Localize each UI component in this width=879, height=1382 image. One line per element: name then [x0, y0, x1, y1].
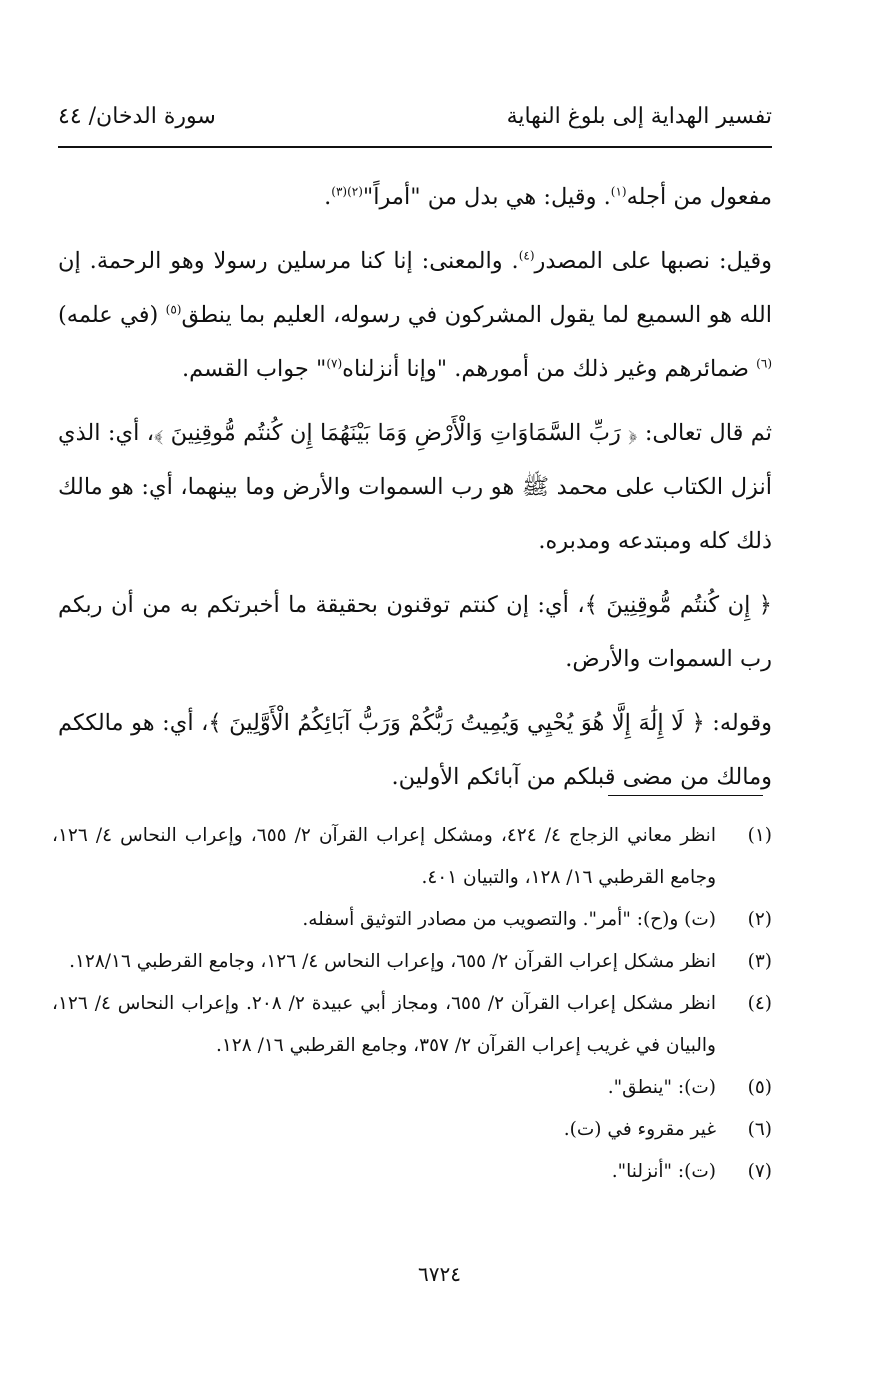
- footnote-number: (١): [747, 825, 772, 846]
- footnote: [52, 1151, 772, 1193]
- footnote-ref: (٢)(٣): [331, 184, 363, 199]
- footnote-separator: [608, 795, 763, 796]
- footnote-number: (٥): [747, 1077, 772, 1098]
- footnote-number: (٦): [747, 1119, 772, 1140]
- footnote-text: انظر معاني الزجاج ٤/ ٤٢٤، ومشكل إعراب القرآن ٢/ ٦٥٥، وإعراب النحاس ٤/ ١٢٦، وجامع القرطبي ١٦/ ١٢٨، والتبيان ٤٠١.: [52, 825, 716, 888]
- footnote-ref: (٧): [326, 356, 343, 371]
- footnote: [52, 983, 772, 1067]
- paragraph-3: ثم قال تعالى: ﴿ رَبِّ السَّمَاوَاتِ وَالْأَرْضِ وَمَا بَيْنَهُمَا إِن كُنتُم مُّوقِنِينَ ﴾، أي: الذي أنزل الكتاب على محمد ﷺ هو رب السموات والأرض وما بينهما، أي: هو مالك ذلك كله ومبتدعه ومدبره.: [58, 420, 772, 554]
- paragraph-2: وقيل: نصبها على المصدر$^{(٤)}$. والمعنى: إنا كنا مرسلين رسولا وهو الرحمة. إن الله هو السميع لما يقول المشركون في رسوله، العليم بما ينطق$^{(٥)}$ (في علمه)$^{(٦)}$ ضمائرهم وغير ذلك من أمورهم. "وإنا أنزلناه$^{(٧)}$" جواب القسم.: [58, 248, 772, 382]
- footnote-text: (ت): "أنزلنا".: [611, 1161, 716, 1182]
- footnote-number: (٢): [747, 909, 772, 930]
- footnote-ref: (٤): [518, 248, 535, 263]
- paragraph-4: ﴿ إِن كُنتُم مُّوقِنِينَ ﴾، أي: إن كنتم توقنون بحقيقة ما أخبرتكم به من أن ربكم رب السموات والأرض.: [58, 592, 772, 672]
- footnote-text: غير مقروء في (ت).: [563, 1119, 716, 1140]
- footnote: [52, 899, 772, 941]
- footnote-text: انظر مشكل إعراب القرآن ٢/ ٦٥٥، ومجاز أبي عبيدة ٢/ ٢٠٨. وإعراب النحاس ٤/ ١٢٦، والبيان في غريب إعراب القرآن ٢/ ٣٥٧، وجامع القرطبي ١٦/ ١٢٨.: [52, 993, 716, 1056]
- main-text: [58, 170, 772, 814]
- footnote-text: (ت) و(ح): "أمر". والتصويب من مصادر التوثيق أسفله.: [302, 909, 716, 930]
- book-title: تفسير الهداية إلى بلوغ النهاية: [506, 103, 772, 129]
- page-number: ٦٧٢٤: [418, 1262, 461, 1286]
- footnote: [52, 1109, 772, 1151]
- footnote-number: (٤): [747, 993, 772, 1014]
- footnote: [52, 941, 772, 983]
- footnote-text: (ت): "ينطق".: [607, 1077, 716, 1098]
- footnote-ref: (١): [610, 184, 627, 199]
- surah-title: سورة الدخان/ ٤٤: [58, 103, 216, 129]
- running-header: [58, 96, 772, 136]
- footnotes: [52, 815, 772, 1193]
- footnote-number: (٣): [747, 951, 772, 972]
- footnote-ref: (٦): [756, 356, 772, 371]
- footnote-number: (٧): [747, 1161, 772, 1182]
- header-divider: [58, 146, 772, 148]
- paragraph-5: وقوله: ﴿ لَا إِلَٰهَ إِلَّا هُوَ يُحْيِي وَيُمِيتُ رَبُّكُمْ وَرَبُّ آبَائِكُمُ الْأَوَّلِينَ ﴾، أي: هو مالككم ومالك من مضى قبلكم من آبائكم الأولين.: [58, 710, 772, 790]
- footnote: [52, 1067, 772, 1109]
- footnote-ref: (٥): [165, 302, 182, 317]
- footnote-text: انظر مشكل إعراب القرآن ٢/ ٦٥٥، وإعراب النحاس ٤/ ١٢٦، وجامع القرطبي ١٢٨/١٦.: [69, 951, 716, 972]
- paragraph-1: مفعول من أجله$^{(١)}$. وقيل: هي بدل من "أمراً"$^{(٢)(٣)}$.: [324, 184, 772, 210]
- footnote: [52, 815, 772, 899]
